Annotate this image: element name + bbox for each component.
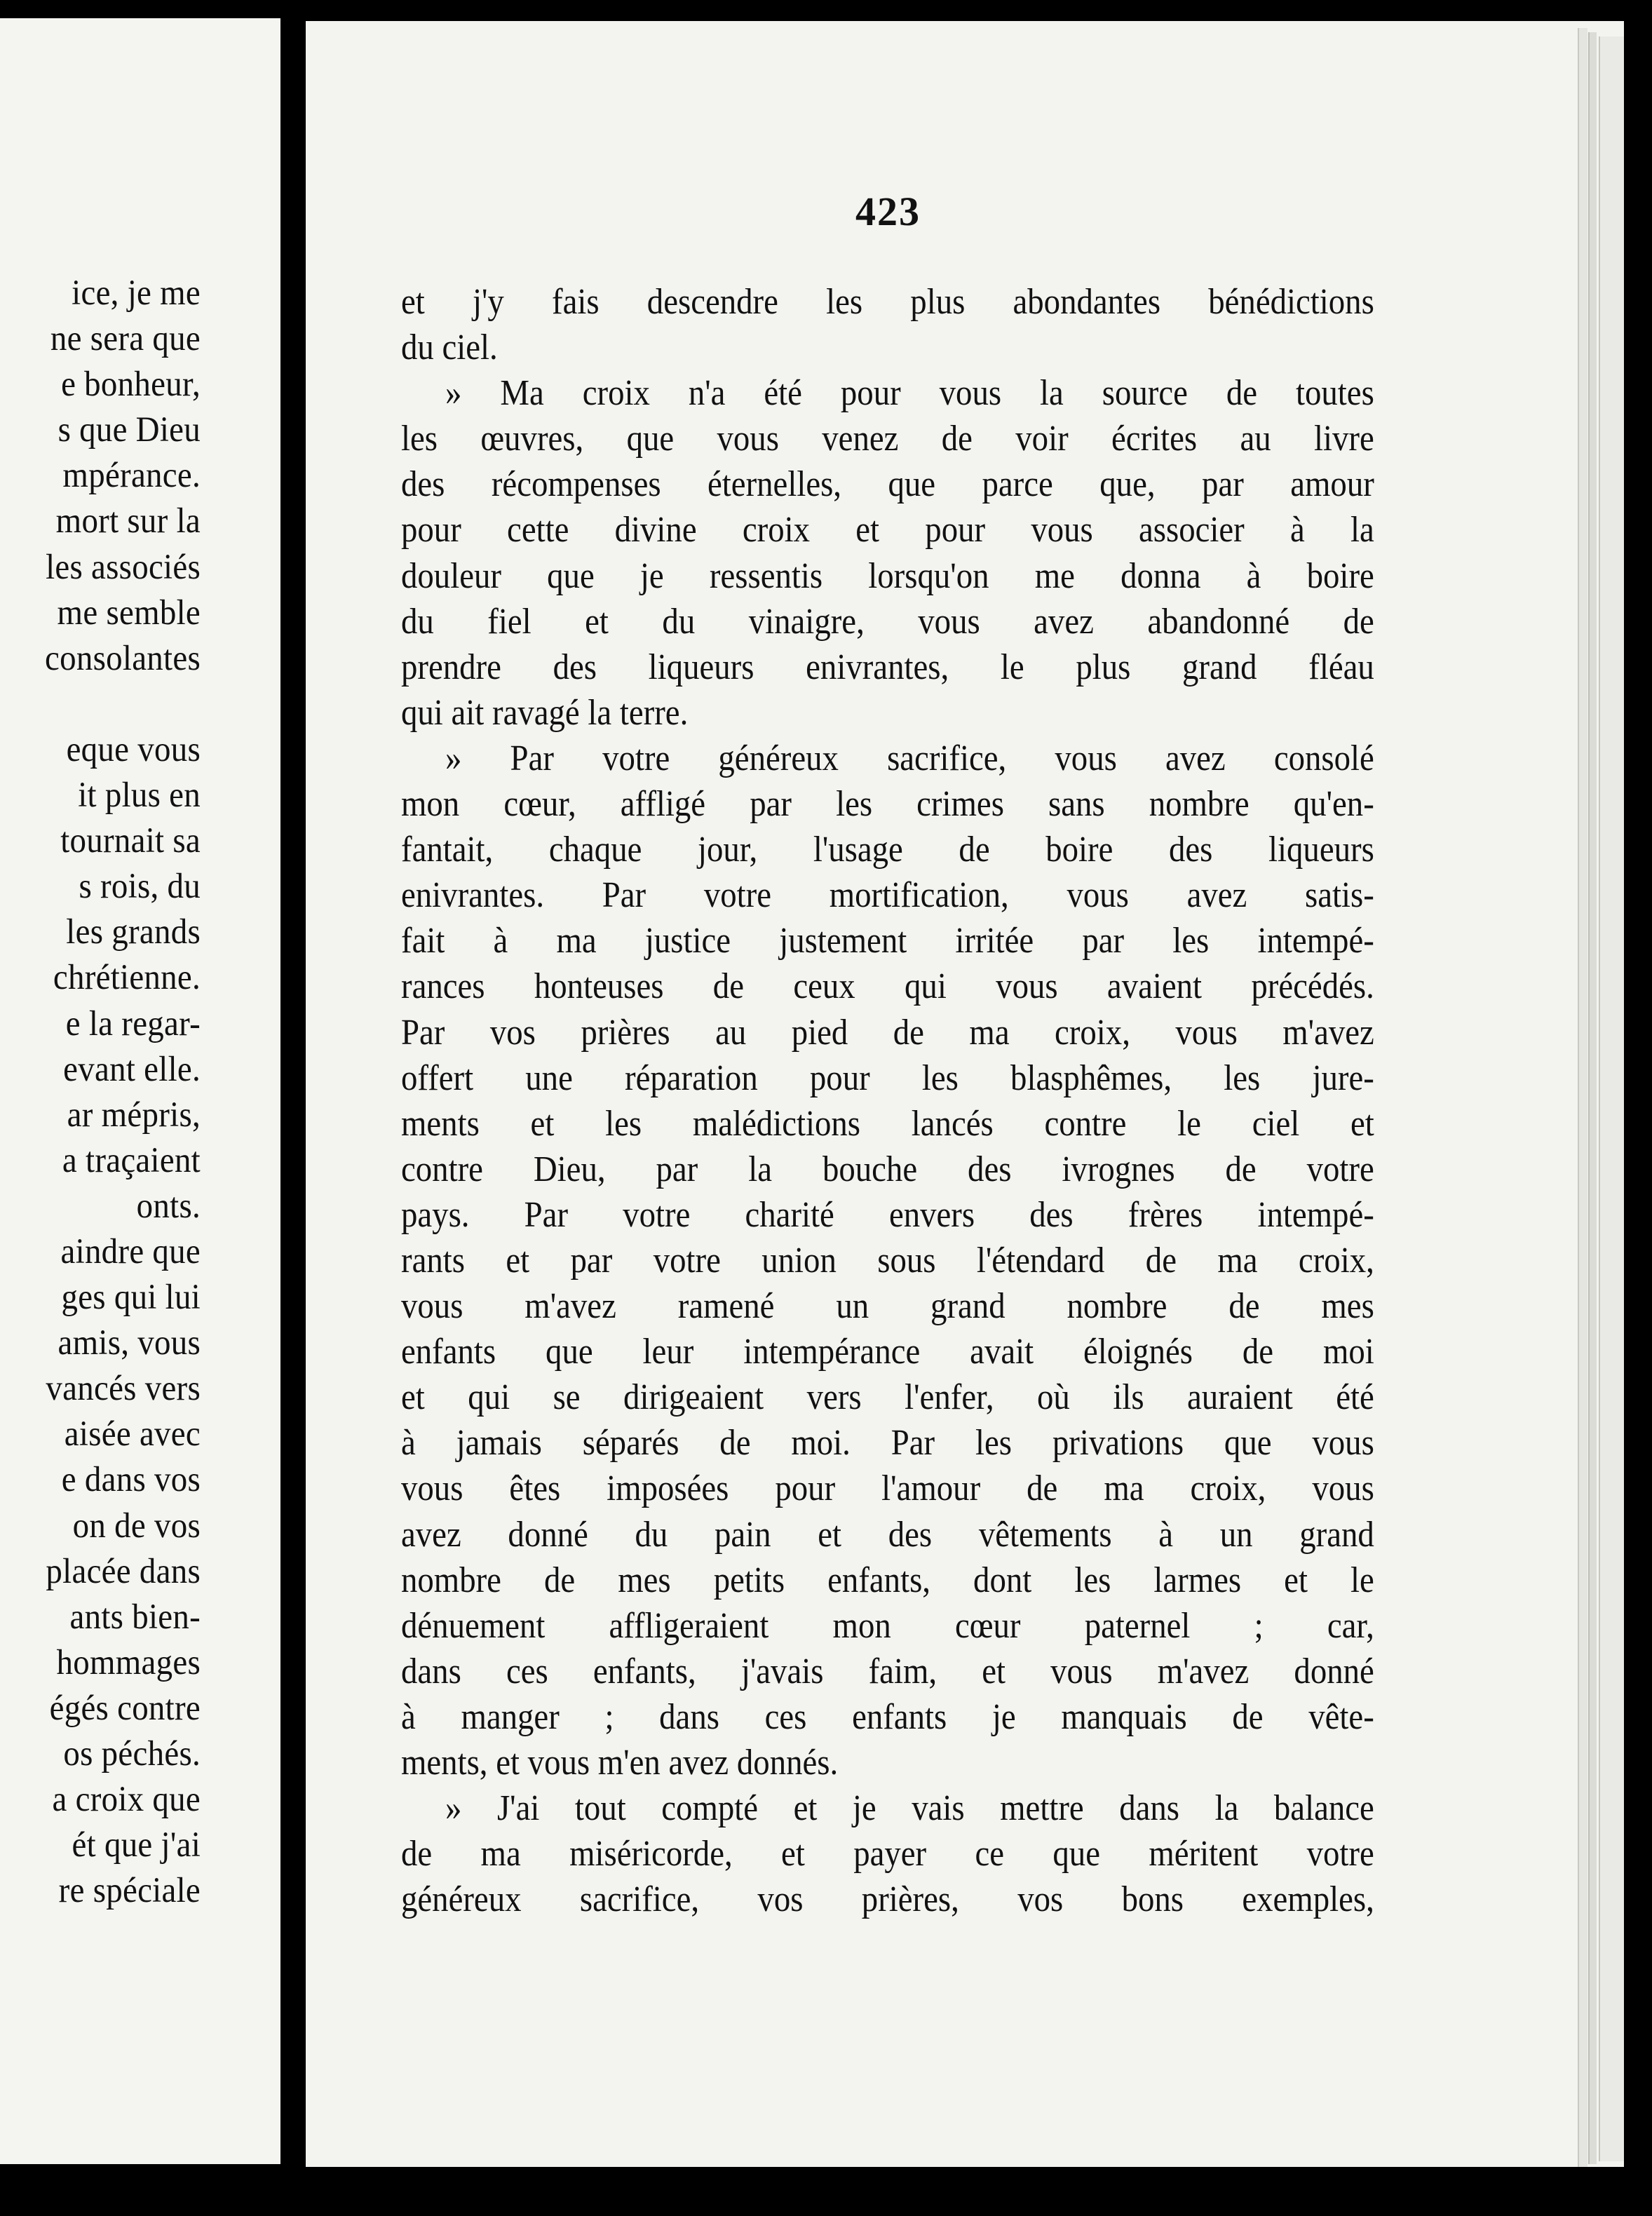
page-edge bbox=[1599, 36, 1624, 2161]
text-line: Par vos prières au pied de ma croix, vous m'avez bbox=[401, 1012, 1374, 1053]
text-line: fait à ma justice justement irritée par les intempé- bbox=[401, 921, 1374, 961]
left-page-line: on de vos bbox=[72, 1506, 201, 1546]
text-line: vous m'avez ramené un grand nombre de mes bbox=[401, 1286, 1374, 1327]
text-line: rants et par votre union sous l'étendard de ma croix, bbox=[401, 1240, 1374, 1281]
left-page-line: os péchés. bbox=[63, 1734, 201, 1774]
left-page-line: hommages bbox=[56, 1642, 201, 1682]
left-page-line: aindre que bbox=[60, 1231, 201, 1271]
text-line: » J'ai tout compté et je vais mettre dans la balance bbox=[445, 1788, 1374, 1829]
left-page-line: ne sera que bbox=[50, 319, 201, 359]
text-line: dénuement affligeraient mon cœur paternel ; car, bbox=[401, 1605, 1374, 1646]
text-line: et qui se dirigeaient vers l'enfer, où ils auraient été bbox=[401, 1377, 1374, 1418]
text-line: des récompenses éternelles, que parce que, par amour bbox=[401, 464, 1374, 505]
left-page-text bbox=[0, 271, 201, 1914]
left-page-line: égés contre bbox=[49, 1688, 201, 1728]
left-page-line: s que Dieu bbox=[57, 410, 201, 450]
text-line: du ciel. bbox=[401, 327, 498, 368]
text-line: du fiel et du vinaigre, vous avez abandonné de bbox=[401, 601, 1374, 642]
left-page-line: aisée avec bbox=[64, 1414, 201, 1454]
text-line: prendre des liqueurs enivrantes, le plus grand fléau bbox=[401, 647, 1374, 687]
left-page-line: ar mépris, bbox=[67, 1095, 201, 1135]
text-line: offert une réparation pour les blasphêmes, les jure- bbox=[401, 1058, 1374, 1098]
left-page-line: me semble bbox=[57, 593, 201, 633]
left-page-line: e dans vos bbox=[61, 1460, 201, 1500]
left-page-line: eque vous bbox=[66, 729, 201, 769]
text-line: à manger ; dans ces enfants je manquais de vête- bbox=[401, 1696, 1374, 1737]
page-edge bbox=[1588, 32, 1597, 2164]
left-page-line: onts. bbox=[136, 1186, 201, 1226]
left-page-line: ice, je me bbox=[72, 273, 201, 313]
text-line: ments et les malédictions lancés contre le ciel et bbox=[401, 1103, 1374, 1144]
left-page-line: mort sur la bbox=[55, 501, 201, 541]
left-page-line: evant elle. bbox=[63, 1049, 201, 1089]
left-page-line: tournait sa bbox=[60, 821, 201, 861]
left-page-line: ét que j'ai bbox=[72, 1825, 201, 1865]
text-line: et j'y fais descendre les plus abondantes bénédictions bbox=[401, 282, 1374, 322]
text-line: pays. Par votre charité envers des frères intempé- bbox=[401, 1194, 1374, 1235]
text-line: » Ma croix n'a été pour vous la source de toutes bbox=[445, 373, 1374, 414]
text-line: » Par votre généreux sacrifice, vous avez consolé bbox=[445, 738, 1374, 778]
left-page-line: chrétienne. bbox=[53, 958, 201, 998]
left-page-line: a croix que bbox=[52, 1780, 201, 1820]
text-line: les œuvres, que vous venez de voir écrites au livre bbox=[401, 419, 1374, 459]
text-line: généreux sacrifice, vos prières, vos bons exemples, bbox=[401, 1879, 1374, 1920]
text-line: pour cette divine croix et pour vous associer à la bbox=[401, 510, 1374, 550]
text-line: qui ait ravagé la terre. bbox=[401, 692, 689, 733]
left-page-line: it plus en bbox=[78, 776, 201, 816]
book-gutter bbox=[280, 0, 306, 2216]
left-page-line: vancés vers bbox=[46, 1369, 201, 1409]
text-line: dans ces enfants, j'avais faim, et vous m'avez donné bbox=[401, 1651, 1374, 1691]
text-line: mon cœur, affligé par les crimes sans nombre qu'en- bbox=[401, 784, 1374, 825]
text-line: de ma miséricorde, et payer ce que méritent votre bbox=[401, 1834, 1374, 1874]
left-page-line: e la regar- bbox=[65, 1004, 201, 1043]
left-page-line: re spéciale bbox=[58, 1871, 201, 1911]
text-line: ments, et vous m'en avez donnés. bbox=[401, 1743, 839, 1783]
left-page-line: consolantes bbox=[45, 638, 201, 678]
text-line: rances honteuses de ceux qui vous avaient précédés. bbox=[401, 966, 1374, 1007]
left-page-line: mpérance. bbox=[62, 456, 201, 496]
left-page-line bbox=[0, 682, 201, 727]
text-line: douleur que je ressentis lorsqu'on me donna à boire bbox=[401, 555, 1374, 596]
left-page-line: les grands bbox=[66, 912, 201, 952]
left-page-line: s rois, du bbox=[79, 867, 201, 907]
text-line: nombre de mes petits enfants, dont les larmes et le bbox=[401, 1560, 1374, 1600]
right-page-text bbox=[401, 279, 1374, 1922]
left-page-line: placée dans bbox=[46, 1551, 201, 1591]
text-line: fantait, chaque jour, l'usage de boire des liqueurs bbox=[401, 830, 1374, 870]
page-edge bbox=[1578, 28, 1587, 2167]
text-line: enfants que leur intempérance avait éloignés de moi bbox=[401, 1332, 1374, 1372]
left-page-line: amis, vous bbox=[57, 1323, 201, 1363]
text-line: enivrantes. Par votre mortification, vous avez satis- bbox=[401, 875, 1374, 916]
text-line: à jamais séparés de moi. Par les privations que vous bbox=[401, 1423, 1374, 1464]
left-page-line: les associés bbox=[46, 547, 201, 587]
left-page-line: e bonheur, bbox=[61, 365, 201, 405]
text-line: vous êtes imposées pour l'amour de ma croix, vous bbox=[401, 1468, 1374, 1509]
left-page-line: ges qui lui bbox=[61, 1278, 201, 1318]
page-number: 423 bbox=[855, 189, 921, 234]
left-page-line: ants bien- bbox=[69, 1597, 201, 1637]
left-page-line: a traçaient bbox=[62, 1140, 201, 1180]
left-page bbox=[0, 18, 280, 2164]
text-line: contre Dieu, par la bouche des ivrognes de votre bbox=[401, 1149, 1374, 1189]
text-line: avez donné du pain et des vêtements à un grand bbox=[401, 1514, 1374, 1555]
